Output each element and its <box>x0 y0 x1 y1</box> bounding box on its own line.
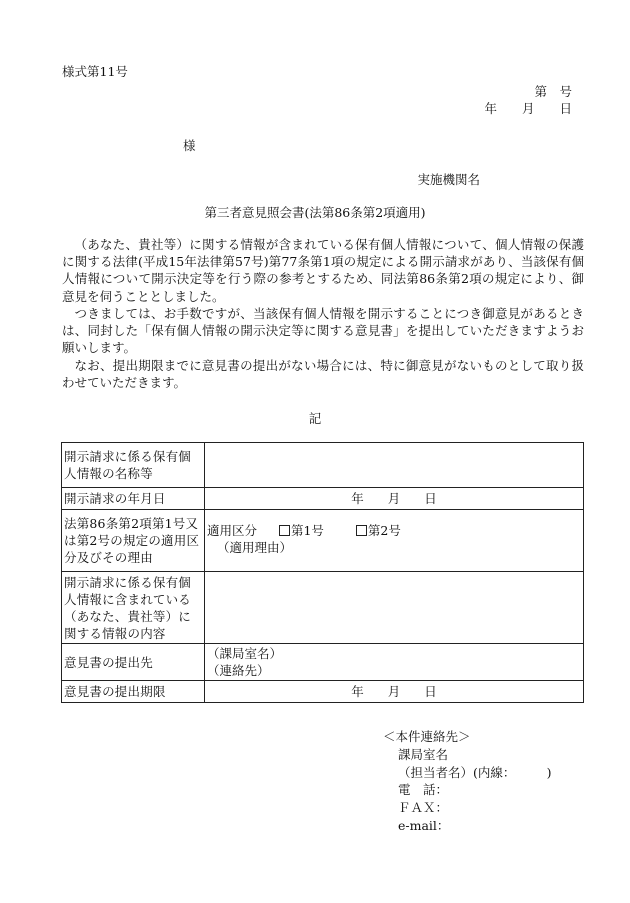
contact-label: （連絡先） <box>207 663 270 678</box>
form-number: 様式第11号 <box>62 64 128 79</box>
body-paragraph-3: なお、提出期限までに意見書の提出がない場合には、特に御意見がないものとして取り扱わせていただきます。 <box>62 358 584 391</box>
contact-tel: 電 話： <box>398 782 449 798</box>
day-label: 日 <box>424 684 437 699</box>
contact-block <box>383 728 552 835</box>
body-paragraph-2: つきましては、お手数ですが、当該保有個人情報を開示することにつき御意見があるときは、同封した「保有個人情報の開示決定等に関する意見書」を提出していただきますようお願いします。 <box>62 306 584 356</box>
document-title: 第三者意見照会書(法第86条第2項適用) <box>204 205 426 220</box>
document-number: 第 号 <box>534 84 572 99</box>
deadline-value[interactable] <box>205 681 584 703</box>
row-label: 法第86条第2項第1号又は第2号の規定の適用区分及びその理由 <box>62 510 205 572</box>
row-value[interactable] <box>205 443 584 488</box>
table-row <box>62 681 584 703</box>
contact-fax: ＦＡＸ： <box>398 800 449 816</box>
table-row <box>62 510 584 572</box>
body-paragraph-1: （あなた、貴社等）に関する情報が含まれている保有個人情報について、個人情報の保護に関する法律(平成15年法律第57号)第77条第1項の規定による開示請求があり、当該保有個人情報について開示決定等を行う際の参考とするため、同法第86条第2項の規定により、御意見を伺うこととしました。 <box>62 237 584 304</box>
row-label: 意見書の提出期限 <box>62 681 205 703</box>
table-row <box>62 443 584 488</box>
request-date-value[interactable] <box>205 488 584 510</box>
submission-destination-value[interactable] <box>205 644 584 681</box>
checkbox-item-2[interactable] <box>356 525 367 536</box>
row-label: 開示請求に係る保有個人情報に含まれている（あなた、貴社等）に関する情報の内容 <box>62 572 205 644</box>
addressee: 様 <box>183 138 196 153</box>
applicable-category-value[interactable] <box>205 510 584 572</box>
document-date: 年 月 日 <box>484 101 572 116</box>
contact-heading: ＜本件連絡先＞ <box>383 729 471 744</box>
row-value[interactable] <box>205 572 584 644</box>
contact-email: e-mail： <box>398 817 450 833</box>
table-row <box>62 572 584 644</box>
reason-label: （適用理由） <box>217 540 293 555</box>
day-label: 日 <box>424 491 437 506</box>
option-2-label: 第2号 <box>367 523 401 538</box>
table-row <box>62 488 584 510</box>
row-label: 開示請求の年月日 <box>62 488 205 510</box>
table-row <box>62 644 584 681</box>
ki-heading: 記 <box>308 411 322 426</box>
category-label: 適用区分 <box>207 523 258 538</box>
option-1-label: 第1号 <box>290 523 324 538</box>
year-label: 年 <box>351 684 364 699</box>
checkbox-item-1[interactable] <box>279 525 290 536</box>
row-label: 意見書の提出先 <box>62 644 205 681</box>
contact-dept: 課局室名 <box>398 746 449 762</box>
month-label: 月 <box>387 684 401 699</box>
contact-person: （担当者名）(内線： ) <box>398 764 552 780</box>
month-label: 月 <box>387 491 401 506</box>
info-table <box>61 442 584 703</box>
dept-label: （課局室名） <box>207 646 283 661</box>
agency-name: 実施機関名 <box>417 172 480 187</box>
year-label: 年 <box>351 491 364 506</box>
row-label: 開示請求に係る保有個人情報の名称等 <box>62 443 205 488</box>
